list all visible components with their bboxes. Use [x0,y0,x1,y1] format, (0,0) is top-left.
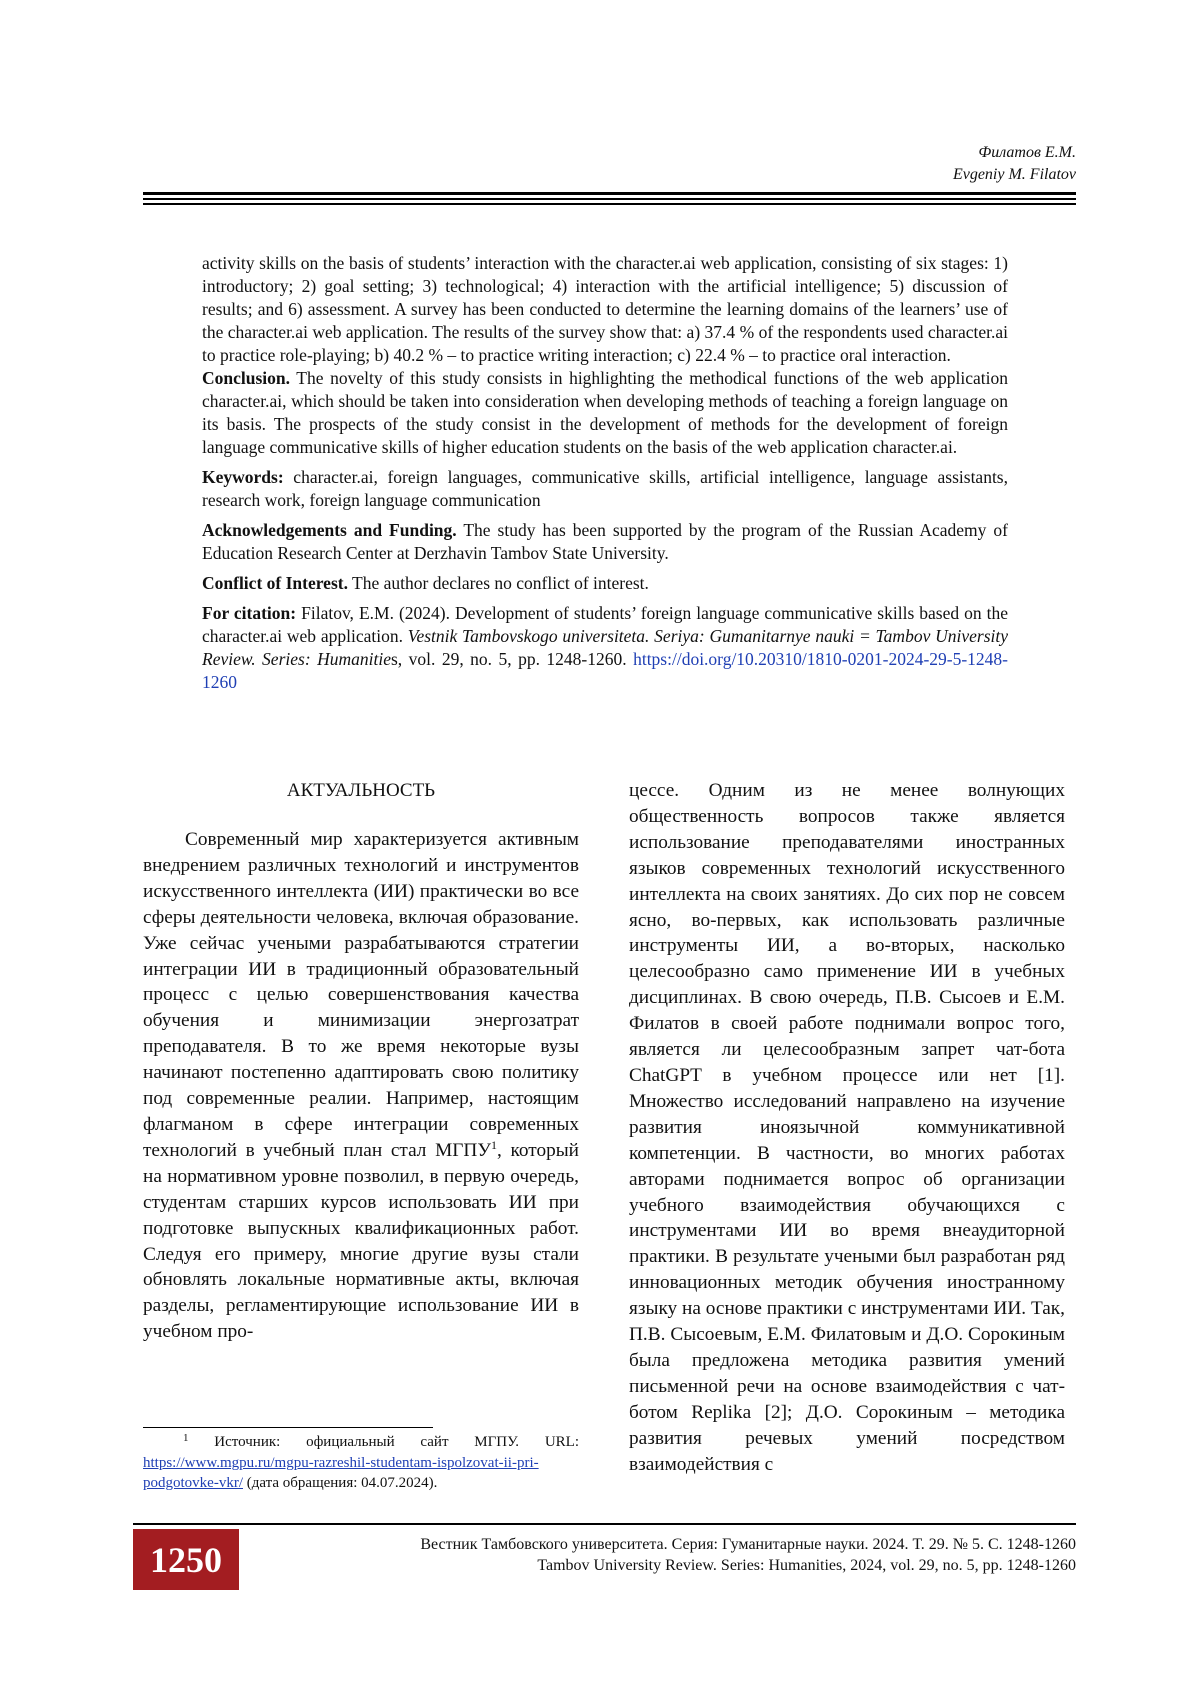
running-head [953,142,1076,186]
footnote-marker[interactable]: 1 [490,1137,497,1152]
citation-volume: s, vol. 29, no. 5, pp. 1248-1260. [391,649,634,669]
body-column-left [143,778,579,1345]
header-rule [143,192,1076,195]
journal-citation-en: Tambov University Review. Series: Humanities, 2024, vol. 29, no. 5, pp. 1248-1260 [537,1557,1076,1574]
citation [202,602,1008,694]
abstract-results: activity skills on the basis of students’ interaction with the character.ai web application, consisting of six stages: 1) introductory; 2) goal setting; 3) technological; 4) interaction with the artificial intelligence; 5) discussion of results; and 6) assessment. A survey has been conducted to determine the learning domains of the learners’ use of the character.ai web application. The results of the survey show that: a) 37.4 % of the respondents used character.ai to practice role-playing; b) 40.2 % – to practice writing interaction; c) 22.4 % – to practice oral interaction. [202,253,1008,365]
abstract-conclusion [202,367,1008,459]
author-name-en: Evgeniy M. Filatov [952,166,1076,183]
page-number-badge: 1250 [133,1529,239,1590]
citation-text: Filatov, E.M. (2024). Development of students’ foreign language communicative skills based on the character.ai web application. [202,603,1008,646]
footnote-access-date: (дата обращения: 04.07.2024). [242,1475,438,1491]
conflict-text: The author declares no conflict of interest. [347,573,649,593]
funding-text: The study has been supported by the program of the Russian Academy of Education Research Center at Derzhavin Tambov State University. [202,520,1008,563]
acknowledgements [202,519,1008,565]
footnote-divider [143,1427,433,1428]
conclusion-text: The novelty of this study consists in highlighting the methodical functions of the web application character.ai, which should be taken into consideration when developing methods of teaching a foreign language on its basis. The prospects of the study consist in the development of methods for the development of foreign language communicative skills of higher education students on the basis of the web application character.ai. [202,368,1008,457]
header-rule [143,203,1076,205]
keywords-text: character.ai, foreign languages, communicative skills, artificial intelligence, language assistants, research work, foreign language communication [202,467,1008,510]
body-column-right [629,778,1065,1477]
footnote-link[interactable]: https://www.mgpu.ru/mgpu-razreshil-studentam-ispolzovat-ii-pri-podgotovke-vkr/ [143,1454,539,1491]
header-rules [143,192,1076,205]
author-name-ru: Филатов Е.М. [978,144,1076,161]
footnote-text: Источник: официальный сайт МГПУ. URL: [188,1434,579,1450]
body-text: , который на нормативном уровне позволил, в первую очередь, студентам старших курсов использовать ИИ при подготовке выпускных квалификационных работ. Следуя его примеру, многие другие вузы стали обновлять локальные нормативные акты, включая разделы, регламентирующие использование ИИ в учебном про- [143,1139,579,1343]
journal-citation-ru: Вестник Тамбовского университета. Серия: Гуманитарные науки. 2024. Т. 29. № 5. С. 1248-1260 [420,1536,1076,1553]
body-paragraph [143,827,579,1345]
journal-footer [420,1534,1076,1576]
conflict-of-interest [202,572,1008,595]
body-paragraph: цессе. Одним из не менее волнующих общественность вопросов также является использование преподавателями иностранных языков современных технологий искусственного интеллекта на своих занятиях. До сих пор не совсем ясно, во-первых, как использовать различные инструменты ИИ, а во-вторых, насколько целесообразно само применение ИИ в учебных дисциплинах. В свою очередь, П.В. Сысоев и Е.М. Филатов в своей работе поднимали вопрос того, является ли целесообразным запрет чат-бота ChatGPT в учебном процессе или нет [1]. Множество исследований направлено на изучение развития иноязычной коммуникативной компетенции. В частности, во многих работах авторами поднимается вопрос об организации учебного взаимодействия обучающихся с инструментами ИИ во время внеаудиторной практики. В результате учеными был разработан ряд инновационных методик обучения иностранному языку на основе практики с инструментами ИИ. Так, П.В. Сысоевым, Е.М. Филатовым и Д.О. Сорокиным была предложена методика развития умений письменной речи на основе взаимодействия с чат-ботом Replika [2]; Д.О. Сорокиным – методика развития речевых умений посредством взаимодействия с [629,780,1065,1475]
keywords [202,466,1008,512]
footer-rule [133,1523,1076,1525]
section-title: АКТУАЛЬНОСТЬ [286,780,436,801]
conflict-label: Conflict of Interest. [202,573,348,593]
footnote-number: 1 [183,1432,189,1444]
funding-label: Acknowledgements and Funding. [202,520,457,540]
citation-journal: Vestnik Tambovskogo universiteta. Seriya: Gumanitarnye nauki = Tambov University Review. Series: Humanitie [202,626,1008,669]
keywords-label: Keywords: [202,467,284,487]
abstract-block [202,252,1008,694]
conclusion-label: Conclusion. [202,368,291,388]
doi-link[interactable]: https://doi.org/10.20310/1810-0201-2024-29-5-1248-1260 [202,649,1009,692]
citation-label: For citation: [202,603,297,623]
body-text: Современный мир характеризуется активным внедрением различных технологий и инструментов искусственного интеллекта (ИИ) практически во все сферы деятельности человека, включая образование. Уже сейчас учеными разрабатываются стратегии интеграции ИИ в традиционный образовательный процесс с целью совершенствования качества обучения и минимизации энергозатрат преподавателя. В то же время некоторые вузы начинают постепенно адаптировать свою политику под современные реалии. Например, настоящим флагманом в сфере интеграции современных технологий в учебный план стал МГПУ [143,829,579,1161]
footnote [143,1432,579,1494]
header-rule [143,198,1076,200]
